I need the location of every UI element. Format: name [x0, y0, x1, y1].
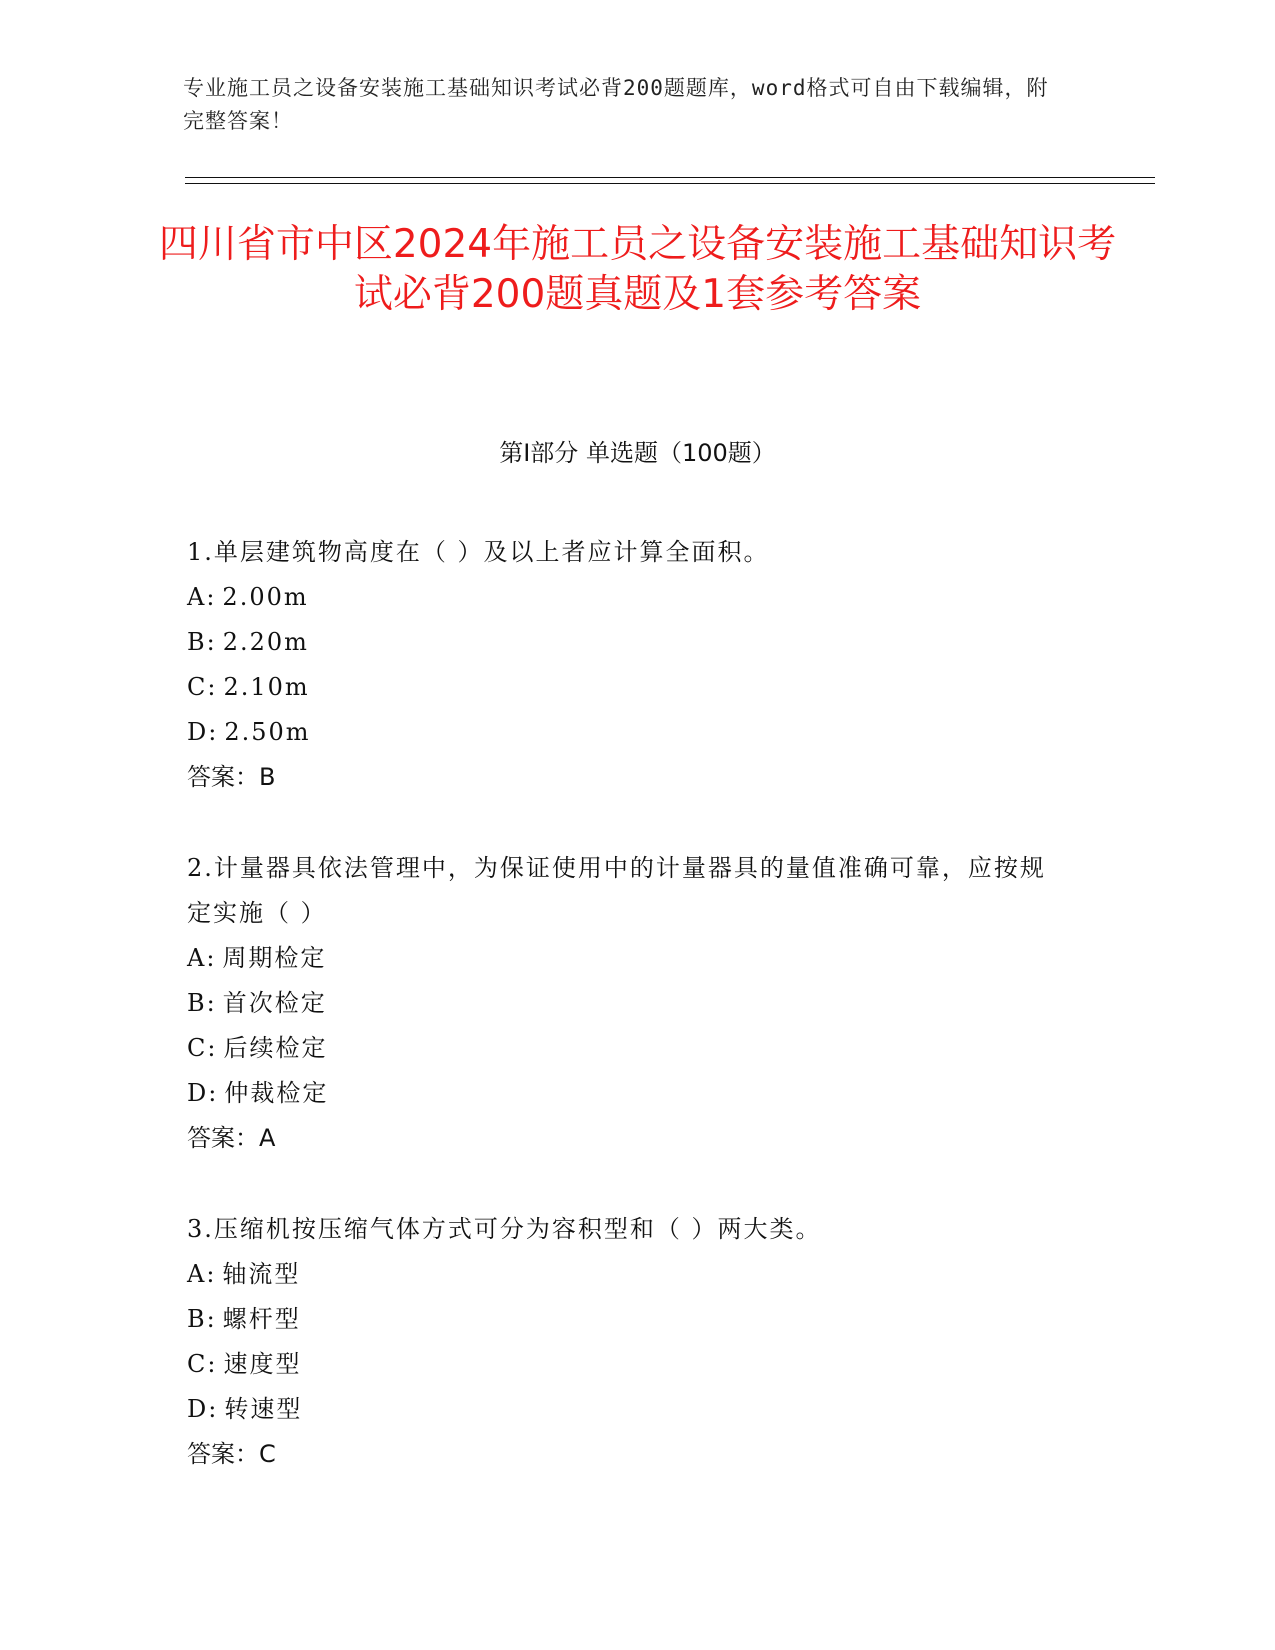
question-3: [187, 1207, 1067, 1477]
answer-line: 答案：A: [187, 1124, 276, 1152]
option-text: 2.10m: [223, 673, 310, 701]
option-label: A:: [187, 1260, 217, 1288]
option-text: 速度型: [223, 1350, 302, 1378]
question-stem: 2.计量器具依法管理中，为保证使用中的计量器具的量值准确可靠，应按规定实施（ ）: [187, 854, 1046, 927]
option-d: [187, 710, 1067, 755]
option-text: 转速型: [224, 1395, 303, 1423]
header-divider-top: [185, 177, 1155, 178]
option-label: D:: [187, 1395, 219, 1423]
option-c: [187, 1026, 1067, 1071]
option-text: 后续检定: [223, 1034, 328, 1062]
option-label: B:: [187, 628, 217, 656]
option-b: [187, 1297, 1067, 1342]
option-a: [187, 936, 1067, 981]
option-b: [187, 981, 1067, 1026]
option-text: 2.20m: [222, 628, 309, 656]
option-c: [187, 665, 1067, 710]
option-label: C:: [187, 1350, 218, 1378]
option-label: B:: [187, 989, 217, 1017]
question-list: [187, 530, 1067, 1523]
option-label: C:: [187, 1034, 218, 1062]
question-2: [187, 846, 1067, 1161]
option-text: 周期检定: [222, 944, 327, 972]
option-text: 仲裁检定: [224, 1079, 329, 1107]
document-title: 四川省市中区2024年施工员之设备安装施工基础知识考试必背200题真题及1套参考答案: [158, 222, 1117, 317]
option-d: [187, 1071, 1067, 1116]
answer-line: 答案：C: [187, 1440, 276, 1468]
header-divider-bottom: [185, 183, 1155, 184]
option-label: D:: [187, 718, 219, 746]
option-text: 轴流型: [222, 1260, 301, 1288]
option-label: B:: [187, 1305, 217, 1333]
option-text: 首次检定: [222, 989, 327, 1017]
option-a: [187, 575, 1067, 620]
question-stem: 1.单层建筑物高度在（ ）及以上者应计算全面积。: [187, 538, 770, 566]
option-text: 2.50m: [224, 718, 311, 746]
option-label: C:: [187, 673, 218, 701]
option-c: [187, 1342, 1067, 1387]
option-label: A:: [187, 583, 217, 611]
section-heading: 第I部分 单选题（100题）: [499, 439, 776, 467]
answer-line: 答案：B: [187, 763, 276, 791]
option-text: 2.00m: [222, 583, 309, 611]
question-stem: 3.压缩机按压缩气体方式可分为容积型和（ ）两大类。: [187, 1215, 822, 1243]
option-label: A:: [187, 944, 217, 972]
question-1: [187, 530, 1067, 800]
option-text: 螺杆型: [222, 1305, 301, 1333]
option-label: D:: [187, 1079, 219, 1107]
option-d: [187, 1387, 1067, 1432]
header-note: 专业施工员之设备安装施工基础知识考试必背200题题库，word格式可自由下载编辑，附完整答案！: [183, 76, 1049, 133]
option-b: [187, 620, 1067, 665]
option-a: [187, 1252, 1067, 1297]
